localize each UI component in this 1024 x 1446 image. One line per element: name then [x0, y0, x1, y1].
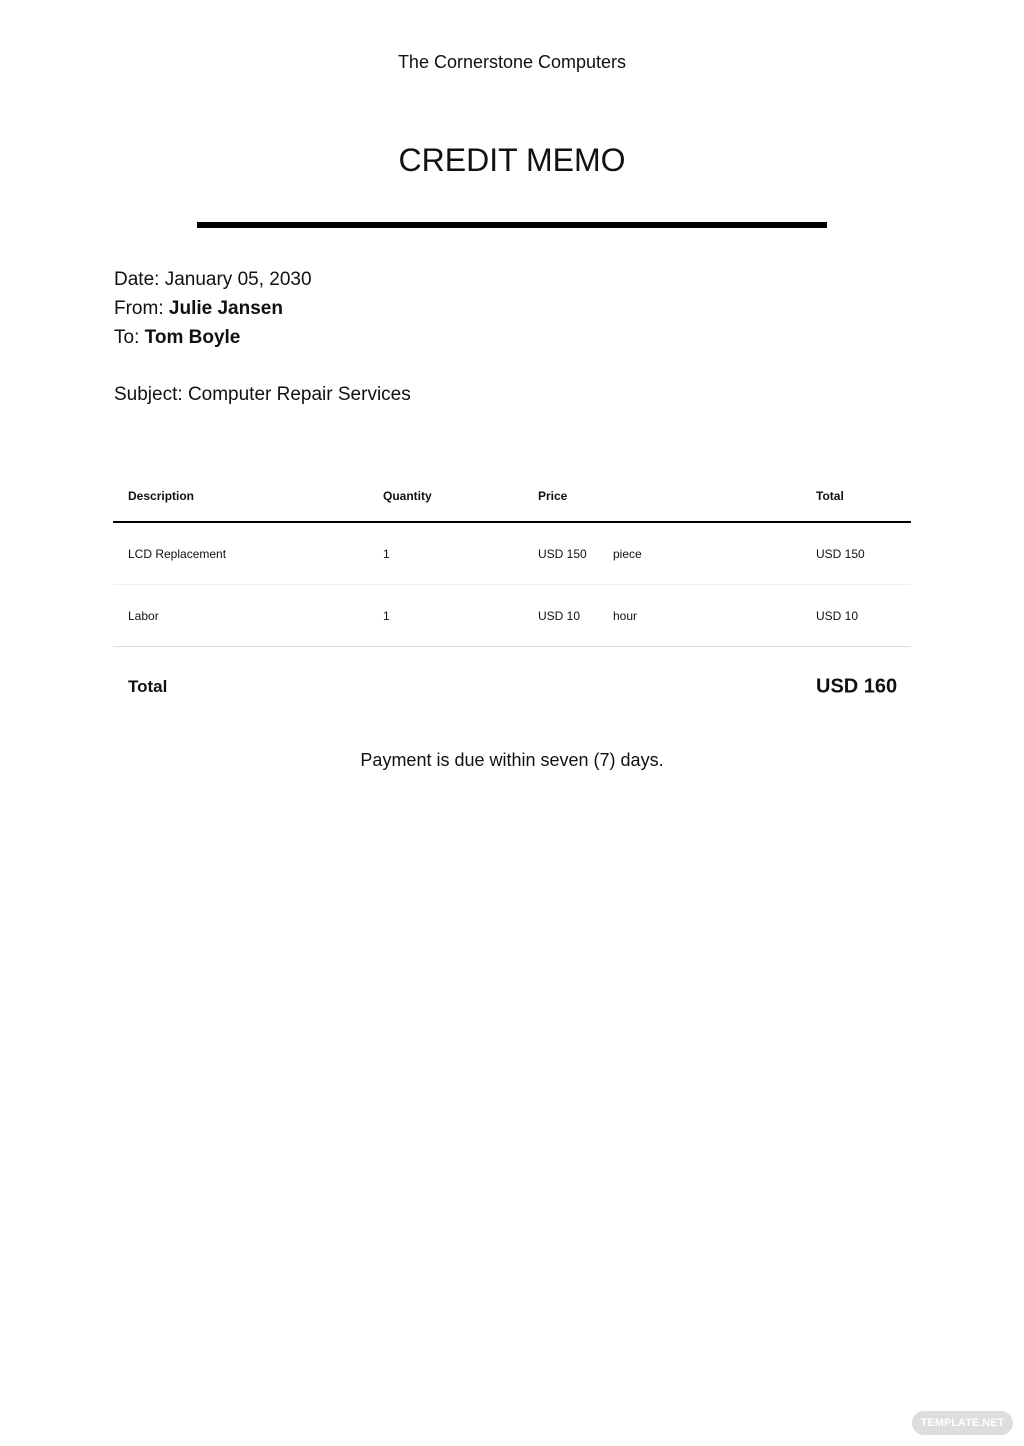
cell-unit: piece — [613, 546, 642, 561]
header-price: Price — [538, 488, 568, 503]
company-name: The Cornerstone Computers — [397, 52, 627, 72]
total-label: Total — [128, 677, 168, 696]
from-value: Julie Jansen — [168, 298, 283, 319]
title-divider — [197, 222, 827, 228]
table-header — [113, 470, 911, 523]
date-label: Date: — [114, 269, 160, 290]
cell-description: LCD Replacement — [128, 546, 227, 561]
cell-quantity: 1 — [383, 608, 390, 623]
to-line — [114, 327, 240, 349]
cell-total: USD 10 — [816, 608, 859, 623]
to-value: Tom Boyle — [144, 327, 241, 348]
header-description: Description — [128, 488, 195, 503]
cell-price: USD 150 — [538, 546, 587, 561]
cell-price: USD 10 — [538, 608, 581, 623]
total-row — [113, 647, 911, 727]
header-total: Total — [816, 488, 844, 503]
subject-value: Computer Repair Services — [187, 384, 411, 405]
table-row — [113, 585, 911, 647]
items-table — [113, 470, 911, 727]
cell-quantity: 1 — [383, 546, 390, 561]
cell-description: Labor — [128, 608, 159, 623]
cell-unit: hour — [613, 608, 638, 623]
header-quantity: Quantity — [383, 488, 432, 503]
total-value: USD 160 — [816, 675, 898, 698]
from-line — [114, 298, 283, 320]
payment-note: Payment is due within seven (7) days. — [360, 750, 664, 770]
to-label: To: — [114, 327, 140, 348]
from-label: From: — [114, 298, 164, 319]
cell-total: USD 150 — [816, 546, 865, 561]
watermark-badge: TEMPLATE.NET — [912, 1411, 1013, 1435]
subject-label: Subject: — [114, 384, 183, 405]
date-line — [114, 269, 312, 291]
table-row — [113, 523, 911, 585]
document-title: CREDIT MEMO — [398, 142, 626, 178]
subject-line — [114, 384, 411, 406]
date-value: January 05, 2030 — [164, 269, 312, 290]
